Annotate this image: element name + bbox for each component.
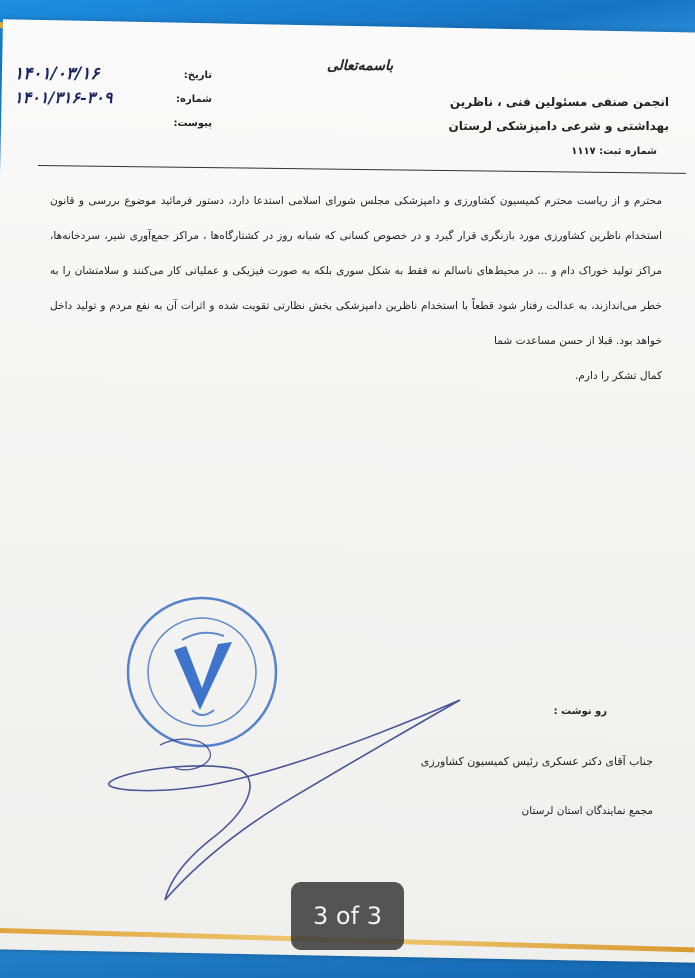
registration-label: شماره ثبت: xyxy=(599,146,657,157)
registration-number xyxy=(571,146,657,157)
body-paragraph: محترم و از ریاست محترم کمیسیون کشاورزی و دامپزشکی مجلس شورای اسلامی استدعا دارد، دستور فرمائید موضوع بررسی و قانون استخدام ناظرین کشاورزی مورد بازنگری قرار گیرد و در خصوص کسانی که شبانه روز در کشتارگاه‌ها ، مراکز جمع‌آوری شیر، سردخانه‌ها، مراکز تولید خوراک دام و ... در محیط‌های ناسالم نه فقط به شکل سوری بلکه به صورت فیزیکی و عملیاتی کار می‌کنند و سلامتشان را به خطر می‌اندازند، به عدالت رفتار شود قطعاً با استخدام ناظرین دامپزشکی بخش نظارتی تقویت شده و اثرات آن به نفع مردم و تولید داخل خواهد بود. قبلا از حسن مساعدت شما xyxy=(50,195,662,347)
basmala-heading: باسمه‌تعالی xyxy=(326,58,394,74)
date-row xyxy=(14,64,224,88)
cc-recipient-1: جناب آقای دکتر عسکری رئیس کمیسیون کشاورزی xyxy=(420,755,653,768)
organization-header xyxy=(409,90,669,138)
cc-heading: رو نوشت : xyxy=(553,706,607,717)
date-value: ۱۴۰۱/۰۳/۱۶ xyxy=(14,64,100,84)
header-divider xyxy=(38,165,686,174)
registration-value: ۱۱۱۷ xyxy=(571,146,596,157)
org-name-line2: بهداشتی و شرعی دامپزشکی لرستان xyxy=(448,119,669,133)
number-label: شماره: xyxy=(176,94,212,105)
letter-metadata xyxy=(14,64,224,136)
signature xyxy=(90,690,470,910)
date-label: تاریخ: xyxy=(183,70,212,81)
attachment-row xyxy=(14,112,224,136)
closing-line: کمال تشکر را دارم. xyxy=(574,370,662,382)
letter-body xyxy=(50,184,662,394)
cc-recipient-2: مجمع نمایندگان استان لرستان xyxy=(521,805,653,817)
org-name-line1: انجمن صنفی مسئولین فنی ، ناظرین xyxy=(449,95,669,109)
number-row xyxy=(14,88,224,112)
number-value: ۱۴۰۱/۳۱۶-۳۰۹ xyxy=(14,88,113,107)
attachment-label: پیوست: xyxy=(173,118,212,129)
page-indicator: 3 of 3 xyxy=(291,882,404,950)
